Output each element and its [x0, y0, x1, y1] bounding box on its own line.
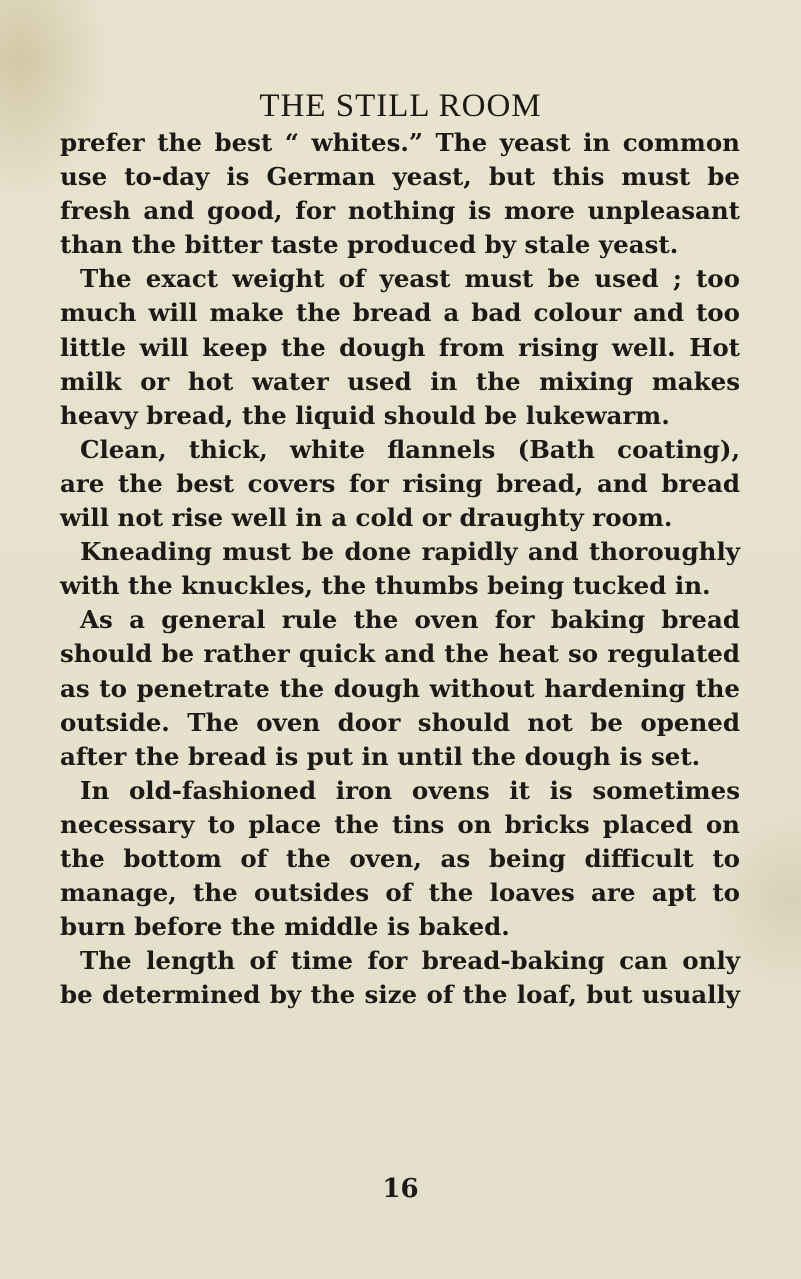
text-line: necessary to place the tins on bricks placed on	[60, 809, 740, 839]
text-line: burn before the middle is baked.	[60, 912, 510, 942]
text-line: prefer the best “ whites.” The yeast in common	[60, 128, 740, 157]
text-line: be determined by the size of the loaf, but usually	[60, 980, 740, 1010]
text-line: Kneading must be done rapidly and thoroughly	[80, 537, 740, 567]
text-line: after the bread is put in until the dough is set.	[60, 741, 701, 771]
text-line: The exact weight of yeast must be used ; too	[80, 264, 740, 294]
body-text	[60, 126, 740, 1012]
text-line: should be rather quick and the heat so regulated	[60, 639, 740, 669]
text-line: fresh and good, for nothing is more unpleasant	[60, 196, 740, 226]
text-line: manage, the outsides of the loaves are apt to	[60, 878, 740, 908]
text-line: milk or hot water used in the mixing makes	[60, 366, 740, 396]
running-head: THE STILL ROOM	[259, 88, 542, 124]
page-number: 16	[382, 1174, 419, 1204]
text-line: are the best covers for rising bread, and bread	[60, 468, 740, 498]
text-line: as to penetrate the dough without hardening the	[60, 673, 740, 703]
text-line: than the bitter taste produced by stale yeast.	[60, 230, 679, 260]
text-line: As a general rule the oven for baking bread	[80, 605, 740, 635]
text-line: much will make the bread a bad colour and too	[60, 298, 740, 328]
text-line: little will keep the dough from rising well. Hot	[60, 332, 740, 362]
text-line: outside. The oven door should not be opened	[60, 707, 740, 737]
text-line: with the knuckles, the thumbs being tucked in.	[60, 571, 711, 601]
text-line: The length of time for bread-baking can only	[80, 946, 740, 976]
text-line: use to-day is German yeast, but this must be	[60, 162, 740, 192]
text-line: the bottom of the oven, as being difficult to	[60, 843, 740, 873]
text-line: will not rise well in a cold or draughty room.	[60, 503, 673, 533]
text-line: heavy bread, the liquid should be lukewarm.	[60, 400, 670, 430]
text-line: Clean, thick, white flannels (Bath coating),	[80, 434, 740, 464]
text-line: In old-fashioned iron ovens it is sometimes	[80, 775, 740, 805]
